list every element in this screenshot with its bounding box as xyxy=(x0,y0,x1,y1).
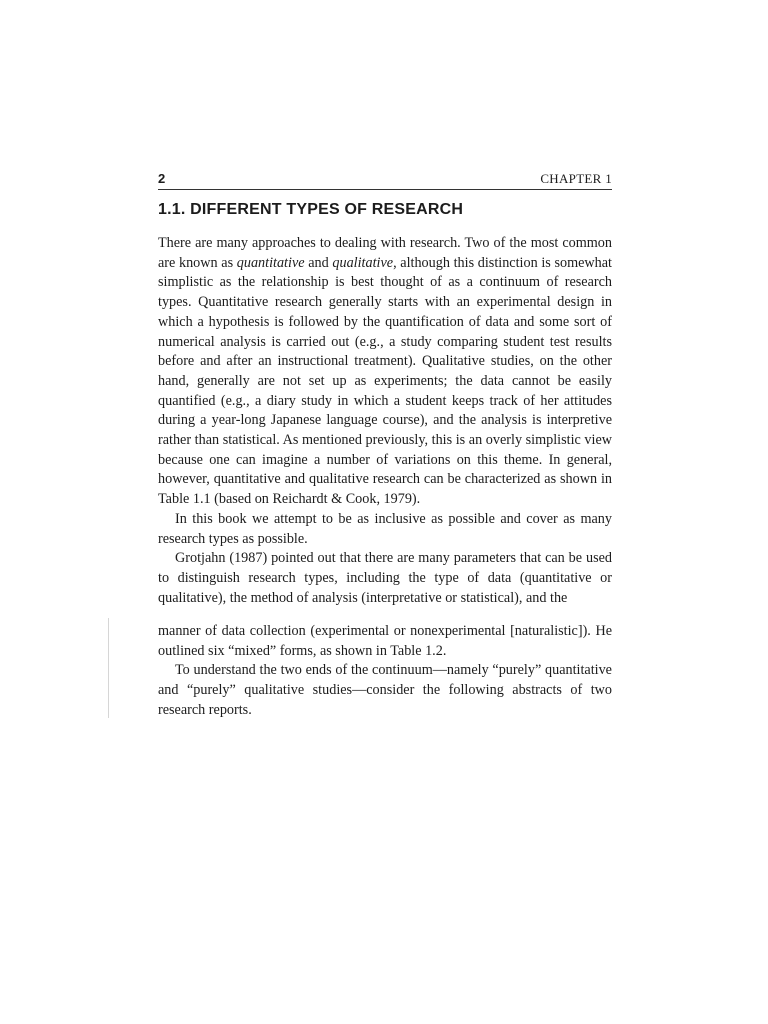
paragraph-intro-text-1: There are many approaches to dealing with research. Two of the most common are known as xyxy=(158,235,612,271)
paragraph-inclusive: In this book we attempt to be as inclusive as possible and cover as many research types as possible. xyxy=(158,510,612,547)
running-head: CHAPTER 1 xyxy=(540,171,612,186)
page-header xyxy=(158,171,612,190)
term-quantitative: quantitative xyxy=(236,254,305,271)
body-text-block-lower xyxy=(158,622,612,721)
paragraph-intro xyxy=(158,234,612,510)
paragraph-intro-text-2: and xyxy=(304,254,333,271)
paragraph-grotjahn: Grotjahn (1987) pointed out that there are many parameters that can be used to distinguish research types, including the type of data (quantitative or qualitative), the method of analysis (interpretative or statistical), and the xyxy=(158,550,612,606)
page-number: 2 xyxy=(158,171,166,186)
term-qualitative: qualitative xyxy=(332,254,394,271)
paragraph-grotjahn-continued: manner of data collection (experimental or nonexperimental [naturalistic]). He outlined six “mixed” forms, as shown in Table 1.2. xyxy=(158,623,612,659)
paragraph-intro-text-3: , although this distinction is somewhat simplistic as the relationship is best thought of as a continuum of research types. Quantitative research generally starts with an experimental design in which a hypothesis is followed by the quantification of data and some sort of numerical analysis is carried out (e.g., a study comparing student test results before and after an instructional treatment). Qualitative studies, on the other hand, generally are not set up as experiments; the data cannot be easily quantified (e.g., a diary study in which a student keeps track of her attitudes during a year-long Japanese language course), and the analysis is interpretive rather than statistical. As mentioned previously, this is an overly simplistic view because one can imagine a number of variations on this theme. In general, however, quantitative and qualitative research can be characterized as shown in Table 1.1 (based on Reichardt & Cook, 1979). xyxy=(158,254,612,508)
margin-rule xyxy=(108,618,109,718)
paragraph-continuum: To understand the two ends of the continuum—namely “purely” quantitative and “purely” qualitative studies—consider the following abstracts of two research reports. xyxy=(158,662,612,718)
section-heading: 1.1. DIFFERENT TYPES OF RESEARCH xyxy=(158,201,464,218)
body-text-block-upper xyxy=(158,234,612,608)
